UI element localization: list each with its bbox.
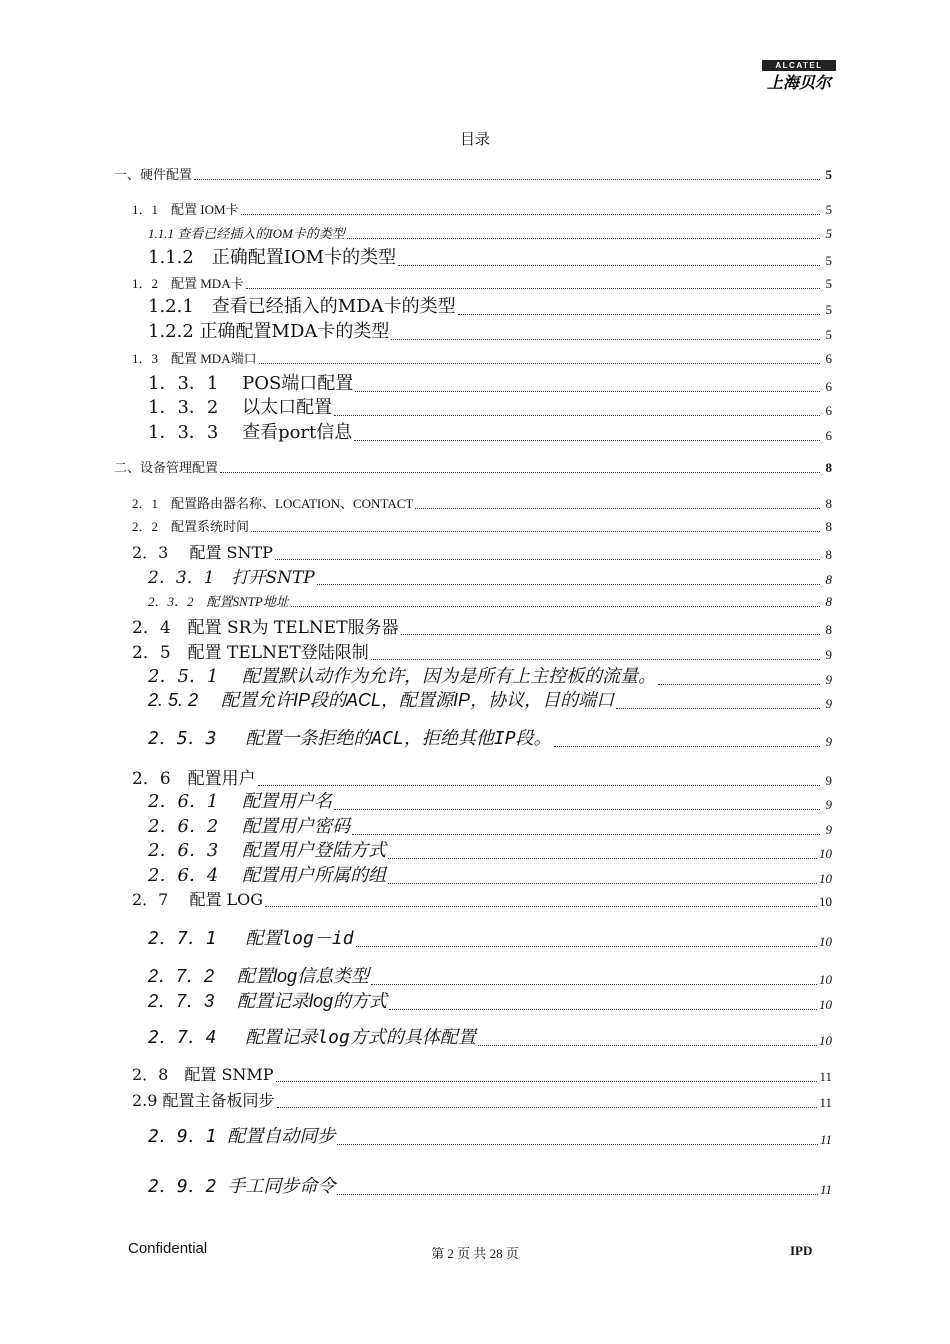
toc-entry-text: 2.9 配置主备板同步 <box>132 1091 275 1110</box>
toc-page-number: 9 <box>825 797 832 812</box>
toc-leader-dots <box>251 531 820 532</box>
toc-entry[interactable] <box>148 924 832 950</box>
toc-entry[interactable] <box>132 273 832 292</box>
toc-entry[interactable] <box>132 638 832 663</box>
toc-entry[interactable] <box>148 1023 832 1049</box>
toc-leader-dots <box>259 363 820 364</box>
toc-entry-text: 2．7．3 配置记录log的方式 <box>148 991 388 1011</box>
toc-leader-dots <box>352 834 820 835</box>
toc-entry[interactable] <box>132 516 832 535</box>
toc-entry-text: 1．3．2 以太口配置 <box>148 397 333 418</box>
toc-page-number: 10 <box>819 972 832 987</box>
toc-entry[interactable] <box>148 393 832 419</box>
toc-entry[interactable] <box>148 686 832 712</box>
toc-entry-text: 2．6．2 配置用户密码 <box>148 816 351 837</box>
toc-page-number: 8 <box>825 622 832 637</box>
toc-entry-text: 2．9．1 配置自动同步 <box>148 1126 336 1147</box>
toc-page-number: 6 <box>825 428 832 443</box>
logo-chinese-text: 上海贝尔 <box>766 73 831 92</box>
toc-entry-text: 2．7．2 配置log信息类型 <box>148 966 370 986</box>
toc-entry[interactable] <box>148 292 832 318</box>
toc-page-number: 10 <box>819 894 832 909</box>
toc-page-number: 10 <box>819 934 832 949</box>
toc-leader-dots <box>258 785 820 786</box>
toc-page-number: 10 <box>819 1033 832 1048</box>
toc-page-number: 8 <box>825 594 832 609</box>
toc-page-number: 8 <box>825 519 832 534</box>
toc-leader-dots <box>616 708 820 709</box>
toc-leader-dots <box>291 606 820 607</box>
toc-page-number: 5 <box>825 327 832 342</box>
toc-entry[interactable] <box>114 164 832 183</box>
toc-leader-dots <box>388 883 817 884</box>
toc-entry[interactable] <box>148 369 832 395</box>
toc-entry[interactable] <box>132 493 832 512</box>
toc-page-number: 5 <box>825 276 832 291</box>
toc-entry[interactable] <box>148 1122 832 1148</box>
toc-leader-dots <box>389 1009 817 1010</box>
toc-page-number: 5 <box>825 167 832 182</box>
toc-entry-text: 2．2 配置系统时间 <box>132 519 250 534</box>
toc-page-number: 11 <box>819 1069 832 1084</box>
toc-leader-dots <box>398 265 820 266</box>
toc-entry-text: 2．5 配置 TELNET登陆限制 <box>132 643 369 663</box>
alcatel-logo <box>762 54 836 98</box>
toc-title: 目录 <box>459 130 490 148</box>
toc-entry[interactable] <box>148 418 832 444</box>
toc-entry[interactable] <box>148 662 832 688</box>
toc-page-number: 10 <box>819 997 832 1012</box>
toc-entry-text: 2．6．4 配置用户所属的组 <box>148 865 387 886</box>
toc-entry-text: 2．7 配置 LOG <box>132 890 264 909</box>
toc-page-number: 8 <box>825 496 832 511</box>
toc-entry[interactable] <box>148 724 832 750</box>
toc-entry-text: 一、硬件配置 <box>114 167 193 182</box>
toc-entry-text: 1．3 配置 MDA端口 <box>132 351 257 366</box>
toc-leader-dots <box>337 1194 818 1195</box>
toc-entry[interactable] <box>148 591 832 610</box>
toc-entry[interactable] <box>132 199 832 218</box>
toc-leader-dots <box>277 1107 818 1108</box>
logo-brand-text: ALCATEL <box>762 60 836 71</box>
toc-leader-dots <box>265 906 817 907</box>
toc-page-number: 5 <box>825 226 832 241</box>
footer-page-number: 第 2 页 共 28 页 <box>431 1246 519 1261</box>
toc-page-number: 11 <box>819 1095 832 1110</box>
toc-entry[interactable] <box>148 962 832 988</box>
toc-page-number: 5 <box>825 202 832 217</box>
toc-entry[interactable] <box>148 987 832 1013</box>
toc-leader-dots <box>246 288 820 289</box>
toc-page-number: 9 <box>825 734 832 749</box>
toc-leader-dots <box>354 440 820 441</box>
toc-leader-dots <box>458 314 820 315</box>
toc-entry[interactable] <box>148 563 832 588</box>
toc-leader-dots <box>275 559 820 560</box>
toc-page-number: 11 <box>819 1182 832 1197</box>
toc-entry[interactable] <box>114 457 832 476</box>
toc-page-number: 10 <box>819 846 832 861</box>
toc-entry-text: 2．6．1 配置用户名 <box>148 791 333 812</box>
toc-leader-dots <box>334 415 820 416</box>
toc-entry[interactable] <box>148 243 832 269</box>
toc-entry-text: 1.2.2 正确配置MDA卡的类型 <box>148 321 390 342</box>
toc-entry-text: 2．1 配置路由器名称、LOCATION、CONTACT <box>132 496 414 511</box>
toc-leader-dots <box>194 179 820 180</box>
toc-page-number: 9 <box>825 672 832 687</box>
toc-entry-text: 1．3．3 查看port信息 <box>148 422 353 443</box>
toc-entry-text: 2．3 配置 SNTP <box>132 543 273 562</box>
toc-entry-text: 2．5．1 配置默认动作为允许，因为是所有上主控板的流量。 <box>148 666 657 687</box>
toc-leader-dots <box>241 214 820 215</box>
toc-leader-dots <box>371 984 817 985</box>
toc-page-number: 9 <box>825 696 832 711</box>
toc-leader-dots <box>317 584 820 585</box>
toc-entry-text: 1．2 配置 MDA卡 <box>132 276 244 291</box>
toc-page-number: 6 <box>825 351 832 366</box>
toc-entry[interactable] <box>148 1172 832 1198</box>
toc-leader-dots <box>478 1045 817 1046</box>
toc-leader-dots <box>391 339 820 340</box>
toc-entry[interactable] <box>132 1062 832 1085</box>
toc-leader-dots <box>401 634 820 635</box>
toc-entry-text: 1.1.1 查看已经插入的IOM卡的类型 <box>148 226 345 241</box>
toc-page-number: 5 <box>825 302 832 317</box>
toc-entry-text: 2．3．1 打开SNTP <box>148 568 315 588</box>
toc-entry[interactable] <box>148 787 832 813</box>
toc-leader-dots <box>276 1081 818 1082</box>
toc-entry-text: 2．6 配置用户 <box>132 769 256 789</box>
toc-leader-dots <box>658 684 820 685</box>
toc-leader-dots <box>220 472 820 473</box>
toc-entry-text: 1．1 配置 IOM卡 <box>132 202 239 217</box>
toc-entry-text: 1.2.1 查看已经插入的MDA卡的类型 <box>148 296 456 317</box>
toc-leader-dots <box>415 508 820 509</box>
toc-page-number: 8 <box>825 460 832 475</box>
toc-entry-text: 1.1.2 正确配置IOM卡的类型 <box>148 247 397 268</box>
toc-page-number: 5 <box>825 253 832 268</box>
toc-entry-text: 2．6．3 配置用户登陆方式 <box>148 840 387 861</box>
toc-entry-text: 2．9．2 手工同步命令 <box>148 1176 336 1197</box>
toc-entry-text: 2．5．3 配置一条拒绝的ACL，拒绝其他IP段。 <box>148 728 552 749</box>
toc-entry[interactable] <box>132 348 832 367</box>
toc-page-number: 9 <box>825 773 832 788</box>
toc-page-number: 9 <box>825 822 832 837</box>
toc-entry[interactable] <box>132 764 832 789</box>
toc-entry[interactable] <box>148 223 832 242</box>
toc-page-number: 6 <box>825 379 832 394</box>
toc-leader-dots <box>554 746 820 747</box>
toc-entry[interactable] <box>148 812 832 838</box>
toc-page-number: 11 <box>819 1132 832 1147</box>
toc-entry[interactable] <box>132 613 832 638</box>
footer-confidential: Confidential <box>128 1240 208 1257</box>
toc-entry-text: 2．4 配置 SR为 TELNET服务器 <box>132 618 399 638</box>
toc-entry-text: 1．3．1 POS端口配置 <box>148 373 354 394</box>
toc-entry-text: 2．3．2 配置SNTP地址 <box>148 594 289 609</box>
toc-entry[interactable] <box>132 887 832 910</box>
toc-entry[interactable] <box>132 540 832 563</box>
footer-dept: IPD <box>790 1243 813 1258</box>
toc-page-number: 8 <box>825 572 832 587</box>
toc-entry[interactable] <box>148 317 832 343</box>
toc-leader-dots <box>337 1144 818 1145</box>
toc-entry-text: 2．8 配置 SNMP <box>132 1065 274 1084</box>
toc-page-number: 6 <box>825 403 832 418</box>
toc-page-number: 10 <box>819 871 832 886</box>
toc-page-number: 8 <box>825 547 832 562</box>
toc-leader-dots <box>347 238 820 239</box>
toc-leader-dots <box>371 659 820 660</box>
toc-leader-dots <box>388 858 817 859</box>
toc-leader-dots <box>334 809 820 810</box>
toc-entry-text: 2. 5. 2 配置允许IP段的ACL，配置源IP，协议，目的端口 <box>148 690 615 710</box>
toc-entry[interactable] <box>132 1088 832 1111</box>
toc-leader-dots <box>355 391 820 392</box>
toc-leader-dots <box>356 946 817 947</box>
toc-page-number: 9 <box>825 647 832 662</box>
toc-entry-text: 2．7．4 配置记录log方式的具体配置 <box>148 1027 476 1048</box>
toc-entry-text: 2．7．1 配置log－id <box>148 928 354 949</box>
toc-entry[interactable] <box>148 861 832 887</box>
toc-entry[interactable] <box>148 836 832 862</box>
toc-entry-text: 二、设备管理配置 <box>114 460 219 475</box>
